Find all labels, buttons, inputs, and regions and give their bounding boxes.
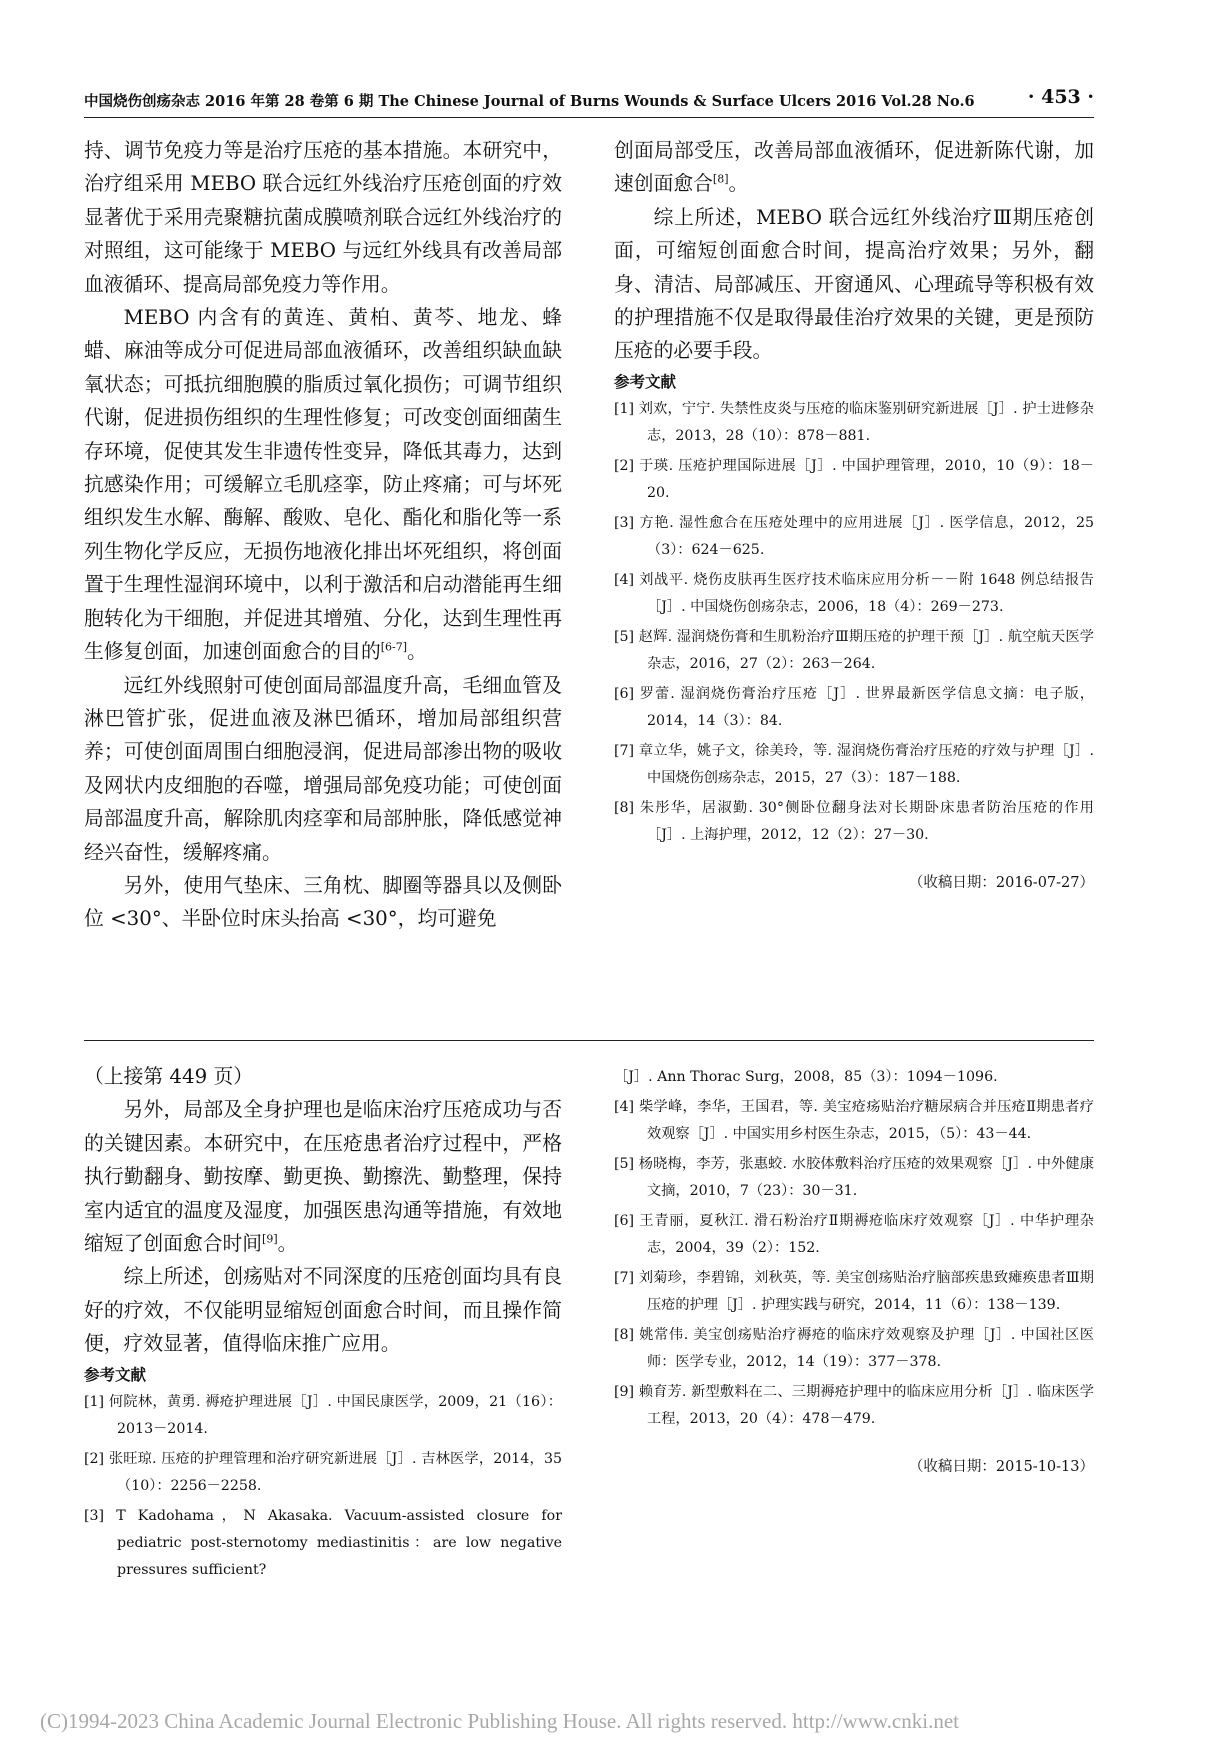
reference-item: [3] 方艳. 湿性愈合在压疮处理中的应用进展［J］. 医学信息，2012，25（3）：624－625. (614, 514, 1094, 558)
copyright-watermark: (C)1994-2023 China Academic Journal Electronic Publishing House. All rights reserved. http://www.cnki.net (40, 1709, 959, 1733)
body-paragraph: 远红外线照射可使创面局部温度升高，毛细血管及淋巴管扩张，促进血液及淋巴循环，增加局部组织营养；可使创面周围白细胞浸润，促进局部渗出物的吸收及网状内皮细胞的吞噬，增强局部免疫功能；可使创面局部温度升高，解除肌肉痉挛和局部肿胀，降低感觉神经兴奋性，缓解疼痛。 (84, 673, 562, 864)
body-paragraph: 综上所述，MEBO 联合远红外线治疗Ⅲ期压疮创面，可缩短创面愈合时间，提高治疗效果；另外，翻身、清洁、局部减压、开窗通风、心理疏导等积极有效的护理措施不仅是取得最佳治疗效果的关键，更是预防压疮的必要手段。 (614, 205, 1094, 363)
reference-item: [4] 刘战平. 烧伤皮肤再生医疗技术临床应用分析－－附 1648 例总结报告［J］. 中国烧伤创疡杂志，2006，18（4）：269－273. (614, 571, 1094, 615)
top-right-column (614, 134, 1094, 892)
citation: [6-7] (380, 640, 408, 654)
reference-item: [8] 朱彤华，居淑勤. 30°侧卧位翻身法对长期卧床患者防治压疮的作用［J］. 上海护理，2012，12（2）：27－30. (614, 799, 1094, 843)
section-divider (84, 1040, 1094, 1041)
body-paragraph: 另外，使用气垫床、三角枕、脚圈等器具以及侧卧位 <30°、半卧位时床头抬高 <30°，均可避免 (84, 873, 562, 931)
reference-item: [5] 杨晓梅，李芳，张惠蛟. 水胶体敷料治疗压疮的效果观察［J］. 中外健康文摘，2010，7（23）：30－31. (614, 1156, 1094, 1199)
references-heading: 参考文献 (614, 371, 677, 391)
reference-item: [4] 柴学峰，李华，王国君，等. 美宝疮疡贴治疗糖尿病合并压疮Ⅱ期患者疗效观察［J］. 中国实用乡村医生杂志，2015，（5）：43－44. (614, 1099, 1094, 1142)
references-heading: 参考文献 (84, 1364, 147, 1384)
reference-item: [6] 王青丽，夏秋江. 滑石粉治疗Ⅱ期褥疮临床疗效观察［J］. 中华护理杂志，2004，39（2）：152. (614, 1213, 1094, 1256)
reference-item: [2] 张旺琼. 压疮的护理管理和治疗研究新进展［J］. 吉林医学，2014，35（10）：2256－2258. (84, 1450, 562, 1494)
citation: [9] (262, 1232, 278, 1246)
body-paragraph: 创面局部受压，改善局部血液循环，促进新陈代谢，加速创面愈合[8]。 (614, 139, 1094, 196)
body-paragraph: MEBO 内含有的黄连、黄柏、黄芩、地龙、蜂蜡、麻油等成分可促进局部血液循环，改善组织缺血缺氧状态；可抵抗细胞膜的脂质过氧化损伤；可调节组织代谢，促进损伤组织的生理性修复；可改变创面细菌生存环境，促使其发生非遗传性变异，降低其毒力，达到抗感染作用；可缓解立毛肌痉挛，防止疼痛；可与坏死组织发生水解、酶解、酸败、皂化、酯化和脂化等一系列生物化学反应，无损伤地液化排出坏死组织，将创面置于生理性湿润环境中，以利于激活和启动潜能再生细胞转化为干细胞，并促进其增殖、分化，达到生理性再生修复创面，加速创面愈合的目的[6-7]。 (84, 306, 562, 664)
reference-item: [8] 姚常伟. 美宝创疡贴治疗褥疮的临床疗效观察及护理［J］. 中国社区医师：医学专业，2012，14（19）：377－378. (614, 1327, 1094, 1370)
reference-item: [7] 章立华，姚子文，徐美玲，等. 湿润烧伤膏治疗压疮的疗效与护理［J］. 中国烧伤创疡杂志，2015，27（3）：187－188. (614, 742, 1094, 786)
citation: [8] (712, 172, 729, 186)
running-header (84, 86, 1094, 114)
reference-item: [7] 刘菊珍，李碧锦，刘秋英，等. 美宝创疡贴治疗脑部疾患致瘫痪患者Ⅲ期压疮的护理［J］. 护理实践与研究，2014，11（6）：138－139. (614, 1270, 1094, 1313)
page-number: · 453 · (1027, 86, 1094, 108)
reference-item: [2] 于瑛. 压疮护理国际进展［J］. 中国护理管理，2010，10（9）：18－20. (614, 457, 1094, 501)
reference-item: [6] 罗蕾. 湿润烧伤膏治疗压疮［J］. 世界最新医学信息文摘：电子版，2014，14（3）：84. (614, 685, 1094, 729)
journal-running-head: 中国烧伤创疡杂志 2016 年第 28 卷第 6 期 The Chinese Journal of Burns Wounds & Surface Ulcers 2016 Vol.28 No.6 (84, 93, 975, 110)
reference-item: [5] 赵辉. 湿润烧伤膏和生肌粉治疗Ⅲ期压疮的护理干预［J］. 航空航天医学杂志，2016，27（2）：263－264. (614, 628, 1094, 672)
received-date: （收稿日期：2016-07-27） (908, 874, 1094, 891)
top-left-column (84, 134, 562, 936)
continued-from: （上接第 449 页） (84, 1065, 254, 1088)
body-paragraph: 持、调节免疫力等是治疗压疮的基本措施。本研究中，治疗组采用 MEBO 联合远红外线治疗压疮创面的疗效显著优于采用壳聚糖抗菌成膜喷剂联合远红外线治疗的对照组，这可能缘于 MEBO 与远红外线具有改善局部血液循环、提高局部免疫力等作用。 (84, 139, 562, 296)
received-date: （收稿日期：2015-10-13） (908, 1459, 1094, 1475)
header-rule (84, 117, 1094, 118)
bottom-right-column (614, 1064, 1094, 1476)
reference-item: [9] 赖育芳. 新型敷料在二、三期褥疮护理中的临床应用分析［J］. 临床医学工程，2013，20（4）：478－479. (614, 1384, 1094, 1427)
reference-item: [3] T Kadohama，N Akasaka. Vacuum-assisted closure for pediatric post-sternotomy mediastinitis：are low negative pressures sufficient? (84, 1507, 562, 1578)
reference-item: [1] 刘欢，宁宁. 失禁性皮炎与压疮的临床鉴别研究新进展［J］. 护士进修杂志，2013，28（10）：878－881. (614, 400, 1094, 444)
body-paragraph: 另外，局部及全身护理也是临床治疗压疮成功与否的关键因素。本研究中，在压疮患者治疗过程中，严格执行勤翻身、勤按摩、勤更换、勤擦洗、勤整理，保持室内适宜的温度及湿度，加强医患沟通等措施，有效地缩短了创面愈合时间[9]。 (84, 1098, 562, 1256)
bottom-left-column (84, 1060, 562, 1587)
reference-continuation: ［J］. Ann Thorac Surg，2008，85（3）：1094－1096. (614, 1069, 998, 1085)
body-paragraph: 综上所述，创疡贴对不同深度的压疮创面均具有良好的疗效，不仅能明显缩短创面愈合时间，而且操作简便，疗效显著，值得临床推广应用。 (84, 1265, 562, 1356)
reference-item: [1] 何院林，黄勇. 褥疮护理进展［J］. 中国民康医学，2009，21（16）：2013－2014. (84, 1393, 562, 1437)
